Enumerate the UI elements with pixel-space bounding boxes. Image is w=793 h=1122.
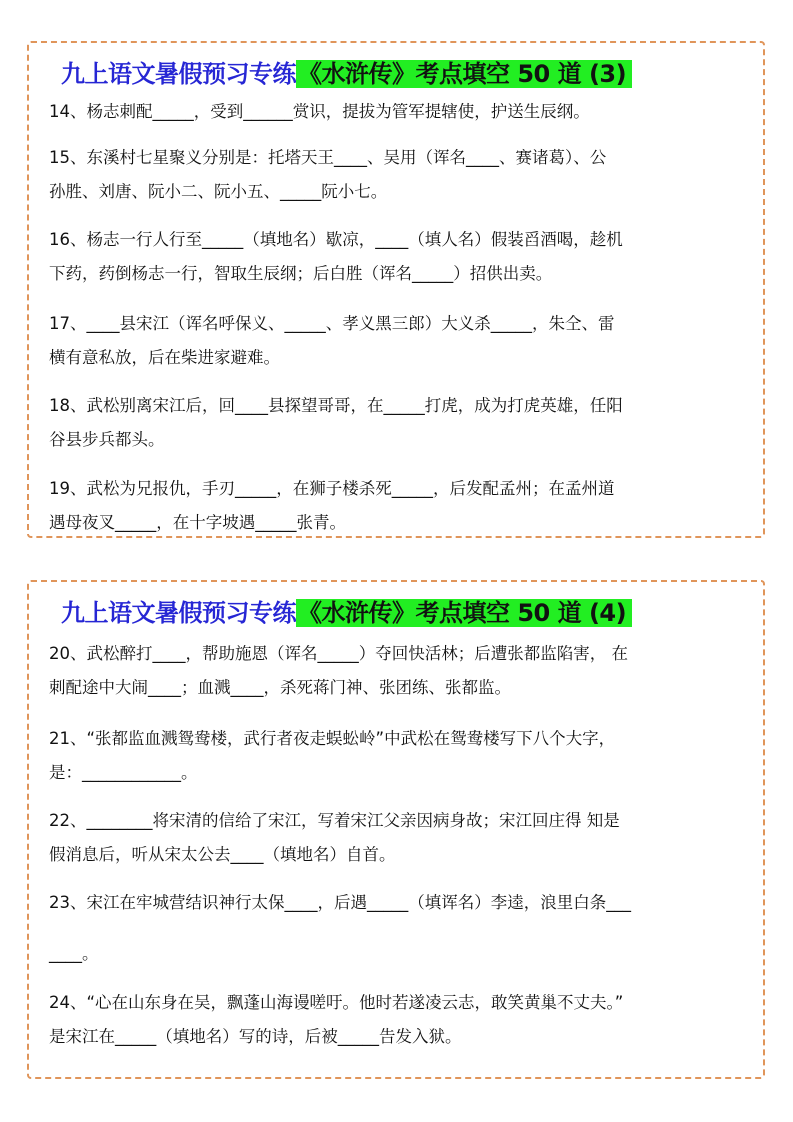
question-line: 横有意私放，后在柴进家避难。 — [49, 348, 280, 367]
card-title — [61, 595, 632, 631]
question-line: 谷县步兵都头。 — [49, 430, 165, 449]
question-22 — [49, 804, 749, 872]
question-line: 孙胜、刘唐、阮小二、阮小五、_____阮小七。 — [49, 182, 388, 201]
question-18 — [49, 389, 749, 457]
question-line: 遇母夜叉_____，在十字坡遇_____张青。 — [49, 513, 346, 532]
question-line: ____。 — [49, 944, 99, 963]
question-20 — [49, 637, 749, 705]
title-highlight: 《水浒传》考点填空 50 道 (4) — [296, 599, 632, 627]
question-line: 24、“心在山东身在吴，飘蓬山海谩嗟吁。他时若遂凌云志，敢笑黄巢不丈夫。” — [49, 993, 624, 1012]
exercise-card-3 — [27, 41, 765, 538]
question-line: 19、武松为兄报仇，手刃_____，在狮子楼杀死_____，后发配孟州；在孟州道 — [49, 479, 615, 498]
question-19 — [49, 472, 749, 540]
title-highlight: 《水浒传》考点填空 50 道 (3) — [296, 60, 632, 88]
question-line: 刺配途中大闹____；血溅____，杀死蒋门神、张团练、张都监。 — [49, 678, 511, 697]
question-line: 17、____县宋江（诨名呼保义、_____、孝义黑三郎）大义杀_____，朱仝、雷 — [49, 314, 615, 333]
question-14 — [49, 95, 749, 129]
question-line — [49, 920, 749, 937]
question-line: 15、东溪村七星聚义分别是：托塔天王____、吴用（诨名____、赛诸葛）、公 — [49, 148, 607, 167]
question-line: 是：____________。 — [49, 763, 198, 782]
question-17 — [49, 307, 749, 375]
question-line: 16、杨志一行人行至_____（填地名）歇凉，____（填人名）假装舀酒喝，趁机 — [49, 230, 623, 249]
title-prefix: 九上语文暑假预习专练 — [61, 599, 296, 627]
question-line: 下药，药倒杨志一行，智取生辰纲；后白胜（诨名_____）招供出卖。 — [49, 264, 553, 283]
question-line: 假消息后，听从宋太公去____（填地名）自首。 — [49, 845, 396, 864]
question-line: 22、________将宋清的信给了宋江，写着宋江父亲因病身故；宋江回庄得 知是 — [49, 811, 620, 830]
question-line: 18、武松别离宋江后，回____县探望哥哥，在_____打虎，成为打虎英雄，任阳 — [49, 396, 623, 415]
title-prefix: 九上语文暑假预习专练 — [61, 60, 296, 88]
question-line: 是宋江在_____（填地名）写的诗，后被_____告发入狱。 — [49, 1027, 462, 1046]
question-line: 23、宋江在牢城营结识神行太保____，后遇_____（填诨名）李逵，浪里白条___ — [49, 893, 631, 912]
question-line: 20、武松醉打____，帮助施恩（诨名_____）夺回快活林；后遭张都监陷害， 在 — [49, 644, 628, 663]
question-16 — [49, 223, 749, 291]
question-21 — [49, 722, 749, 790]
question-23 — [49, 886, 749, 971]
question-line: 21、“张都监血溅鸳鸯楼，武行者夜走蜈蚣岭”中武松在鸳鸯楼写下八个大字， — [49, 729, 616, 748]
exercise-card-4 — [27, 580, 765, 1079]
question-15 — [49, 141, 749, 209]
card-title — [61, 56, 632, 92]
question-24 — [49, 986, 749, 1054]
question-line: 14、杨志刺配_____，受到______赏识，提拔为管军提辖使，护送生辰纲。 — [49, 102, 590, 121]
